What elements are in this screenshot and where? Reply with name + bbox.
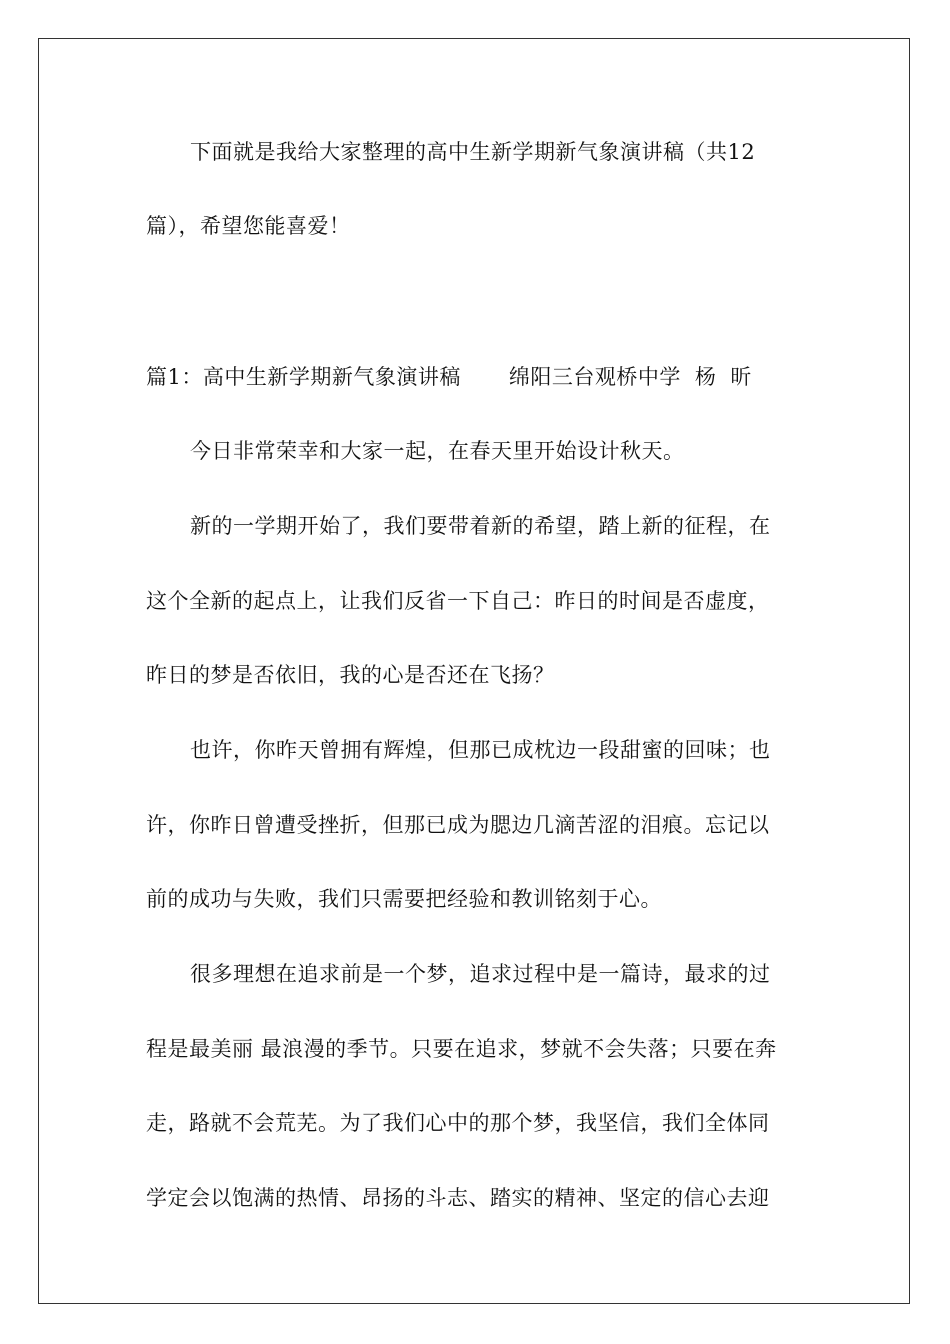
author-given-name: 昕 (730, 365, 752, 389)
paragraph-4-line-2: 程是最美丽 最浪漫的季节。只要在追求，梦就不会失落；只要在奔 (146, 1037, 777, 1061)
paragraph-3-line-1: 也许，你昨天曾拥有辉煌，但那已成枕边一段甜蜜的回味；也 (190, 738, 771, 762)
intro-line-1: 下面就是我给大家整理的高中生新学期新气象演讲稿（共12 (190, 140, 756, 164)
paragraph-3-line-3: 前的成功与失败，我们只需要把经验和教训铭刻于心。 (146, 887, 662, 911)
paragraph-2-line-1: 新的一学期开始了，我们要带着新的希望，踏上新的征程，在 (190, 514, 771, 538)
paragraph-3-line-2: 许，你昨日曾遭受挫折，但那已成为腮边几滴苦涩的泪痕。忘记以 (146, 813, 770, 837)
paragraph-2-line-3: 昨日的梦是否依旧，我的心是否还在飞扬？ (146, 663, 555, 687)
paragraph-4-line-3: 走，路就不会荒芜。为了我们心中的那个梦，我坚信，我们全体同 (146, 1111, 770, 1135)
paragraph-4-line-4: 学定会以饱满的热情、昂扬的斗志、踏实的精神、坚定的信心去迎 (146, 1186, 770, 1210)
author-school: 绵阳三台观桥中学 (508, 365, 681, 389)
paragraph-2-line-2: 这个全新的起点上，让我们反省一下自己：昨日的时间是否虚度， (146, 589, 770, 613)
section-heading (146, 363, 816, 391)
paragraph-1-line-1: 今日非常荣幸和大家一起，在春天里开始设计秋天。 (190, 439, 685, 463)
author-surname: 杨 (694, 365, 717, 389)
section-title: 篇1：高中生新学期新气象演讲稿 (146, 365, 461, 389)
intro-line-2: 篇），希望您能喜爱！ (146, 214, 351, 238)
paragraph-4-line-1: 很多理想在追求前是一个梦，追求过程中是一篇诗，最求的过 (190, 962, 771, 986)
